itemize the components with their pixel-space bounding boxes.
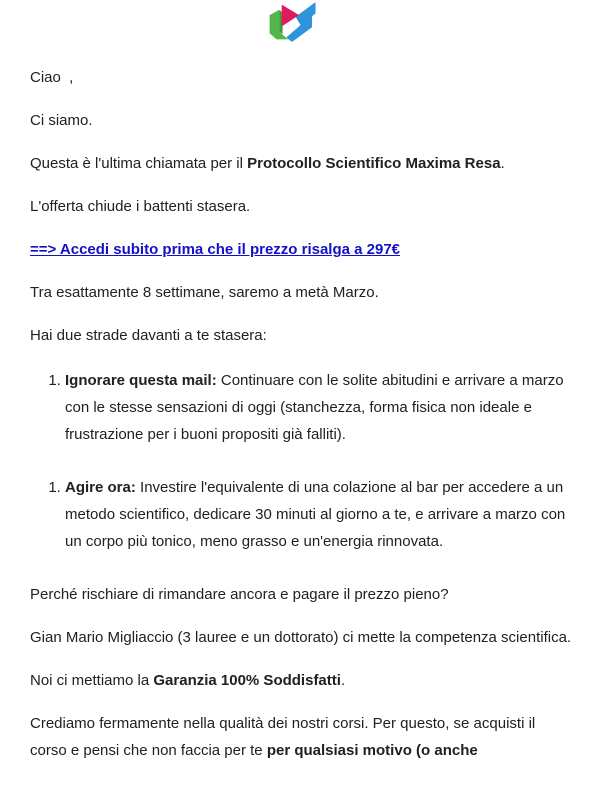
greeting: Ciao , xyxy=(30,69,74,86)
paragraph-perche: Perché rischiare di rimandare ancora e pagare il prezzo pieno? xyxy=(30,586,449,603)
paragraph-ultima-chiamata xyxy=(30,150,573,177)
list-item-bold-lead: Ignorare questa mail: xyxy=(65,372,217,389)
protocol-name-bold: Protocollo Scientifico Maxima Resa xyxy=(247,155,501,172)
paragraph-offerta: L'offerta chiude i battenti stasera. xyxy=(30,198,251,215)
paragraph-settimane: Tra esattamente 8 settimane, saremo a metà Marzo. xyxy=(30,284,379,301)
garanzia-bold: Garanzia 100% Soddisfatti xyxy=(153,672,341,689)
list-item-ignore xyxy=(65,367,573,448)
text-segment: Questa è l'ultima chiamata per il xyxy=(30,155,248,172)
list-item-text: Continuare con le solite abitudini e arrivare a marzo con le stesse sensazioni di oggi (stanchezza, forma fisica non ideale e frustrazione per i buoni propositi già falliti). xyxy=(65,372,564,443)
cta-link[interactable]: ==> Accedi subito prima che il prezzo risalga a 297€ xyxy=(30,241,401,258)
paragraph-crediamo xyxy=(30,710,573,764)
paragraph-garanzia xyxy=(30,667,573,694)
option-list-ignore xyxy=(30,367,573,448)
list-item-text: Investire l'equivalente di una colazione al bar per accedere a un metodo scientifico, dedicare 30 minuti al giorno a te, e arrivare a marzo con un corpo più tonico, meno grasso e un'energia rinnovata. xyxy=(65,479,566,550)
motivo-bold: per qualsiasi motivo (o anche xyxy=(266,742,478,759)
option-list-act xyxy=(30,474,573,555)
text-segment: Crediamo fermamente nella qualità dei nostri corsi. Per questo, se acquisti il corso e pensi che non faccia per te xyxy=(30,715,536,759)
list-item-bold-lead: Agire ora: xyxy=(65,479,136,496)
cta-paragraph xyxy=(30,236,573,263)
paragraph-migliaccio: Gian Mario Migliaccio (3 lauree e un dottorato) ci mette la competenza scientifica. xyxy=(30,629,572,646)
paragraph-due-strade: Hai due strade davanti a te stasera: xyxy=(30,327,267,344)
text-segment: . xyxy=(340,672,346,689)
text-segment: . xyxy=(500,155,505,172)
brand-logo[interactable] xyxy=(30,2,573,42)
text-segment: Noi ci mettiamo la xyxy=(30,672,154,689)
paragraph-ci-siamo: Ci siamo. xyxy=(30,112,93,129)
play-check-logo-icon xyxy=(267,2,319,42)
list-item-act xyxy=(65,474,573,555)
